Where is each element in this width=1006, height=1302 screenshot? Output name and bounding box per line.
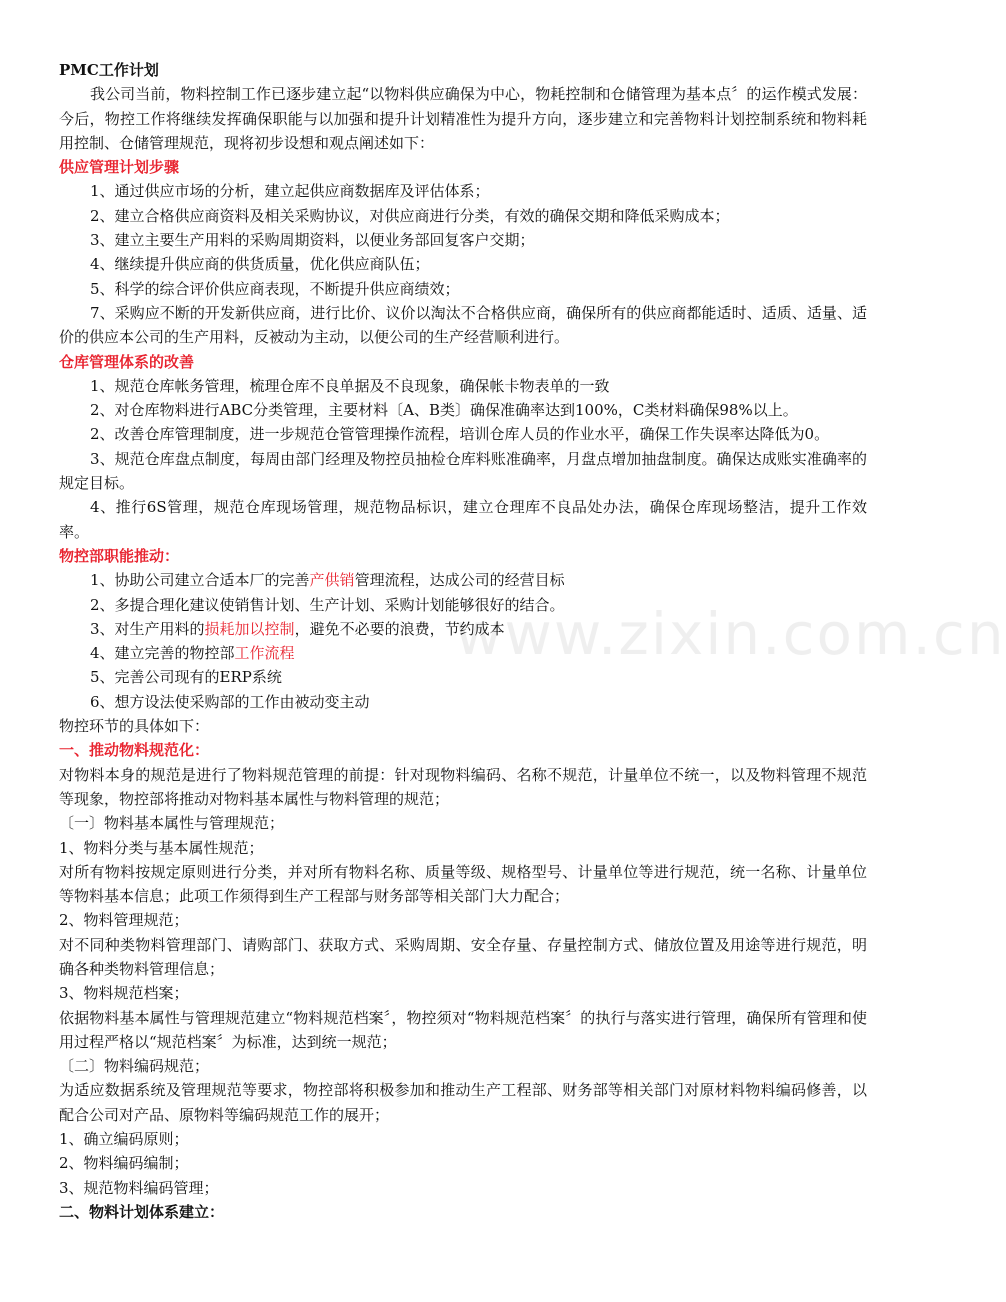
list-heading: 3、物料规范档案； [59,984,189,1003]
section1-paragraph: 对物料本身的规范是进行了物料规范管理的前提：针对现物料编码、名称不规范，计量单位不统一，以及物料管理不规范等现象，物控部将推动对物料基本属性与物料管理的规范； [59,765,867,808]
subsection-heading: 〔一〕物料基本属性与管理规范； [59,814,285,833]
supply-item: 5、科学的综合评价供应商表现，不断提升供应商绩效； [90,279,460,298]
list-heading: 1、物料分类与基本属性规范； [59,838,264,857]
watermark: www.zixin.com.cn [455,600,1006,668]
supply-item: 7、采购应不断的开发新供应商，进行比价、议价以淘汰不合格供应商，确保所有的供应商都能适时、适质、适量、适价的供应本公司的生产用料，反被动为主动，以便公司的生产经营顺利进行。 [59,303,867,347]
functions-item [59,568,867,592]
functions-item: 5、完善公司现有的ERP系统 [90,668,282,687]
warehouse-item: 3、规范仓库盘点制度，每周由部门经理及物控员抽检仓库料账准确率，月盘点增加抽盘制度。确保达成账实准确率的规定目标。 [59,449,867,493]
document-page [59,58,867,1224]
functions-item-text: 管理流程，达成公司的经营目标 [354,571,565,590]
supply-item: 4、继续提升供应商的供货质量，优化供应商队伍； [90,255,430,274]
functions-item [59,617,867,641]
supply-item: 2、建立合格供应商资料及相关采购协议，对供应商进行分类，有效的确保交期和降低采购成本； [90,206,730,225]
section1-heading: 一、推动物料规范化： [59,741,210,760]
subsection-heading: 〔二〕物料编码规范； [59,1057,210,1076]
supply-item: 3、建立主要生产用料的采购周期资料，以便业务部回复客户交期； [90,231,535,250]
warehouse-item: 2、改善仓库管理制度，进一步规范仓管管理操作流程，培训仓库人员的作业水平，确保工作失误率达降低为0。 [90,425,830,444]
body-paragraph: 对不同种类物料管理部门、请购部门、获取方式、采购周期、安全存量、存量控制方式、储放位置及用途等进行规范，明确各种类物料管理信息； [59,935,867,978]
functions-heading: 物控部职能推动： [59,546,180,565]
section2-heading: 二、物料计划体系建立： [59,1202,225,1221]
body-paragraph: 为适应数据系统及管理规范等要求，物控部将积极参加和推动生产工程部、财务部等相关部门对原材料物料编码修善，以配合公司对产品、原物料等编码规范工作的展开； [59,1081,867,1124]
intro-paragraph: 我公司当前，物料控制工作已逐步建立起“以物料供应确保为中心，物耗控制和仓储管理为基本点〞的运作模式发展：今后，物控工作将继续发挥确保职能与以加强和提升计划精准性为提升方向，逐步建立和完善物料计划控制系统和物料耗用控制、仓储管理规范，现将初步设想和观点阐述如下： [59,85,867,152]
functions-item-text: 3、对生产用料的 [90,619,205,638]
document-title: PMC工作计划 [59,61,159,79]
warehouse-item: 4、推行6S管理，规范仓库现场管理，规范物品标识，建立仓理库不良品处办法，确保仓库现场整洁，提升工作效率。 [59,498,867,541]
supply-heading: 供应管理计划步骤 [59,158,180,177]
details-intro: 物控环节的具体如下： [59,717,210,736]
functions-item-text: 1、协助公司建立合适本厂的完善 [90,571,310,590]
body-paragraph: 依据物料基本属性与管理规范建立“物料规范档案〞，物控须对“物料规范档案〞的执行与落实进行管理，确保所有管理和使用过程严格以“规范档案〞为标准，达到统一规范； [59,1008,867,1051]
warehouse-heading: 仓库管理体系的改善 [59,352,195,371]
highlight-text: 工作流程 [234,644,295,663]
functions-item [59,641,867,665]
functions-item-text: 4、建立完善的物控部 [90,644,235,663]
functions-item: 6、想方设法使采购部的工作由被动变主动 [90,692,370,711]
list-item: 1、确立编码原则； [59,1130,189,1149]
list-item: 2、物料编码编制； [59,1154,189,1173]
body-paragraph: 对所有物料按规定原则进行分类，并对所有物料名称、质量等级、规格型号、计量单位等进行规范，统一名称、计量单位等物料基本信息；此项工作须得到生产工程部与财务部等相关部门大力配合； [59,862,867,906]
list-heading: 2、物料管理规范； [59,911,189,930]
warehouse-item: 1、规范仓库帐务管理，梳理仓库不良单据及不良现象，确保帐卡物表单的一致 [90,376,610,395]
functions-item-text: ，避免不必要的浪费，节约成本 [294,619,505,638]
highlight-text: 产供销 [309,571,355,590]
list-item: 3、规范物料编码管理； [59,1178,219,1197]
warehouse-item: 2、对仓库物料进行ABC分类管理，主要材料〔A、B类〕确保准确率达到100%，C类材料确保98%以上。 [90,401,798,420]
supply-item: 1、通过供应市场的分析，建立起供应商数据库及评估体系； [90,182,490,201]
highlight-text: 损耗加以控制 [204,619,295,638]
functions-item: 2、多提合理化建议使销售计划、生产计划、采购计划能够很好的结合。 [90,595,565,614]
